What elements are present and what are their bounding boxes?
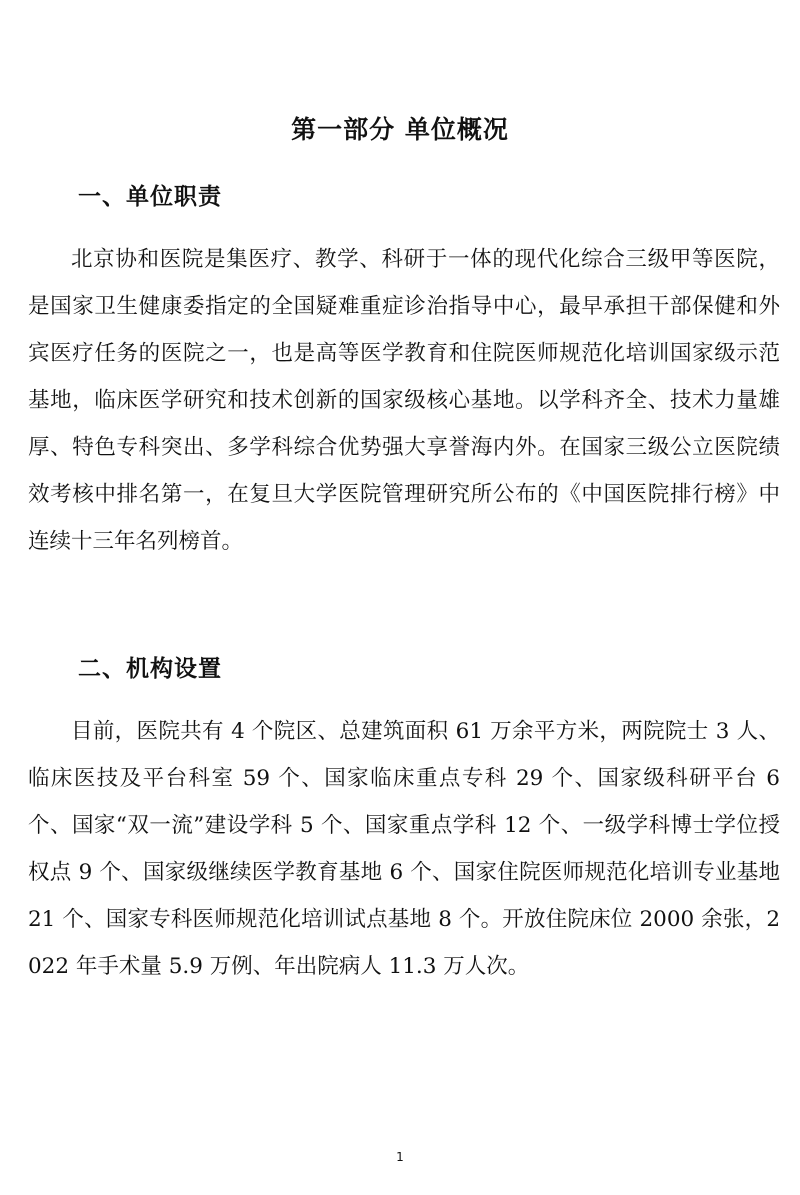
page-title: 第一部分 单位概况: [291, 115, 509, 144]
section-heading-organization: 二、机构设置: [78, 656, 222, 682]
section-paragraph-organization: 目前，医院共有 4 个院区、总建筑面积 61 万余平方米，两院院士 3 人、临床医技及平台科室 59 个、国家临床重点专科 29 个、国家级科研平台 6 个、国家“双一流”建设学科 5 个、国家重点学科 12 个、一级学科博士学位授权点 9 个、国家级继续医学教育基地 6 个、国家住院医师规范化培训专业基地 21 个、国家专科医师规范化培训试点基地 8 个。开放住院床位 2000 余张，2022 年手术量 5.9 万例、年出院病人 11.3 万人次。: [28, 719, 780, 979]
section-heading-duties: 一、单位职责: [78, 184, 222, 210]
section-paragraph-duties: 北京协和医院是集医疗、教学、科研于一体的现代化综合三级甲等医院，是国家卫生健康委指定的全国疑难重症诊治指导中心，最早承担干部保健和外宾医疗任务的医院之一，也是高等医学教育和住院医师规范化培训国家级示范基地，临床医学研究和技术创新的国家级核心基地。以学科齐全、技术力量雄厚、特色专科突出、多学科综合优势强大享誉海内外。在国家三级公立医院绩效考核中排名第一，在复旦大学医院管理研究所公布的《中国医院排行榜》中连续十三年名列榜首。: [28, 247, 780, 554]
page-number: 1: [396, 1150, 404, 1164]
